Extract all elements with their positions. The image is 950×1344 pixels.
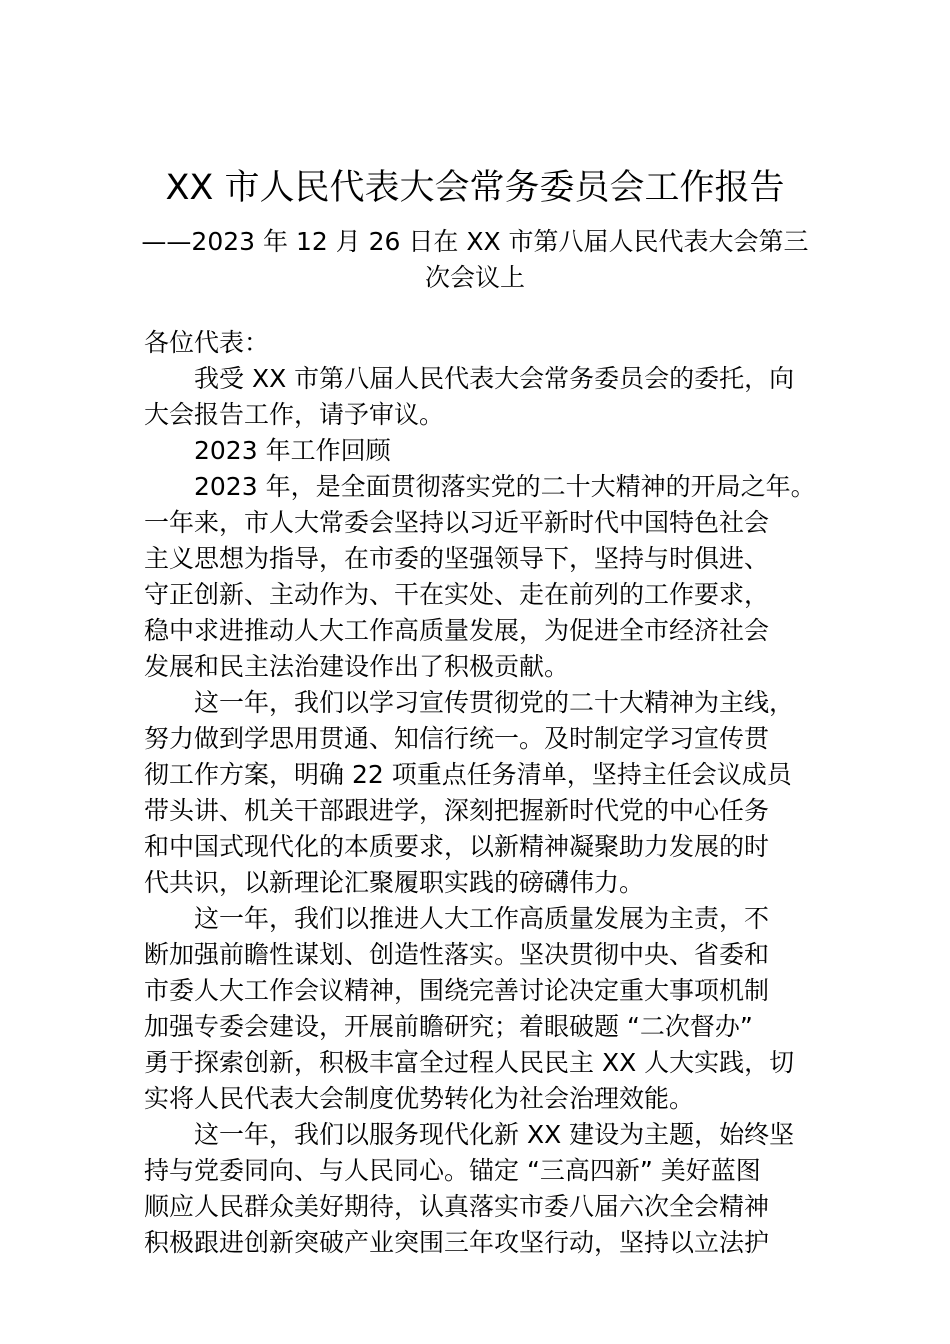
document-subtitle (120, 224, 830, 296)
paragraph-line: 这一年，我们以服务现代化新 XX 建设为主题，始终坚 (194, 1120, 795, 1149)
paragraph-line: 一年来，市人大常委会坚持以习近平新时代中国特色社会 (144, 508, 770, 537)
paragraph-line: 实将人民代表大会制度优势转化为社会治理效能。 (144, 1084, 695, 1113)
paragraph-line: 彻工作方案，明确 22 项重点任务清单，坚持主任会议成员 (144, 760, 792, 789)
paragraph-line: 市委人大工作会议精神，围绕完善讨论决定重大事项机制 (144, 976, 770, 1005)
paragraph-line: 主义思想为指导，在市委的坚强领导下，坚持与时俱进、 (144, 544, 770, 573)
paragraph-line: 和中国式现代化的本质要求，以新精神凝聚助力发展的时 (144, 832, 770, 861)
paragraph-line: 积极跟进创新突破产业突围三年攻坚行动，坚持以立法护 (144, 1228, 770, 1257)
paragraph-line: 这一年，我们以学习宣传贯彻党的二十大精神为主线， (194, 688, 795, 717)
paragraph-line: 顺应人民群众美好期待，认真落实市委八届六次全会精神 (144, 1192, 770, 1221)
paragraph-line: 这一年，我们以推进人大工作高质量发展为主责，不 (194, 904, 770, 933)
paragraph-line: 断加强前瞻性谋划、创造性落实。坚决贯彻中央、省委和 (144, 940, 770, 969)
paragraph-line: 带头讲、机关干部跟进学，深刻把握新时代党的中心任务 (144, 796, 770, 825)
paragraph-line: 我受 XX 市第八届人民代表大会常务委员会的委托，向 (194, 364, 795, 393)
paragraph-line: 加强专委会建设，开展前瞻研究；着眼破题 “二次督办” (144, 1012, 753, 1041)
document-title: XX 市人民代表大会常务委员会工作报告 (165, 168, 785, 208)
paragraph-line: 大会报告工作，请予审议。 (144, 400, 445, 429)
paragraph-line: 持与党委同向、与人民同心。锚定 “三高四新” 美好蓝图 (144, 1156, 761, 1185)
paragraph-line: 2023 年，是全面贯彻落实党的二十大精神的开局之年。 (194, 472, 816, 501)
subtitle-line: 次会议上 (424, 263, 525, 292)
document-body (144, 325, 844, 1261)
paragraph-line: 努力做到学思用贯通、知信行统一。及时制定学习宣传贯 (144, 724, 770, 753)
paragraph-line: 发展和民主法治建设作出了积极贡献。 (144, 652, 570, 681)
paragraph-line: 代共识，以新理论汇聚履职实践的磅礴伟力。 (144, 868, 645, 897)
paragraph-line: 守正创新、主动作为、干在实处、走在前列的工作要求， (144, 580, 770, 609)
paragraph-line: 勇于探索创新，积极丰富全过程人民民主 XX 人大实践，切 (144, 1048, 795, 1077)
paragraph-line: 稳中求进推动人大工作高质量发展，为促进全市经济社会 (144, 616, 770, 645)
subtitle-line: ——2023 年 12 月 26 日在 XX 市第八届人民代表大会第三 (141, 227, 809, 256)
section-heading: 2023 年工作回顾 (194, 436, 391, 465)
salutation: 各位代表： (144, 328, 270, 357)
